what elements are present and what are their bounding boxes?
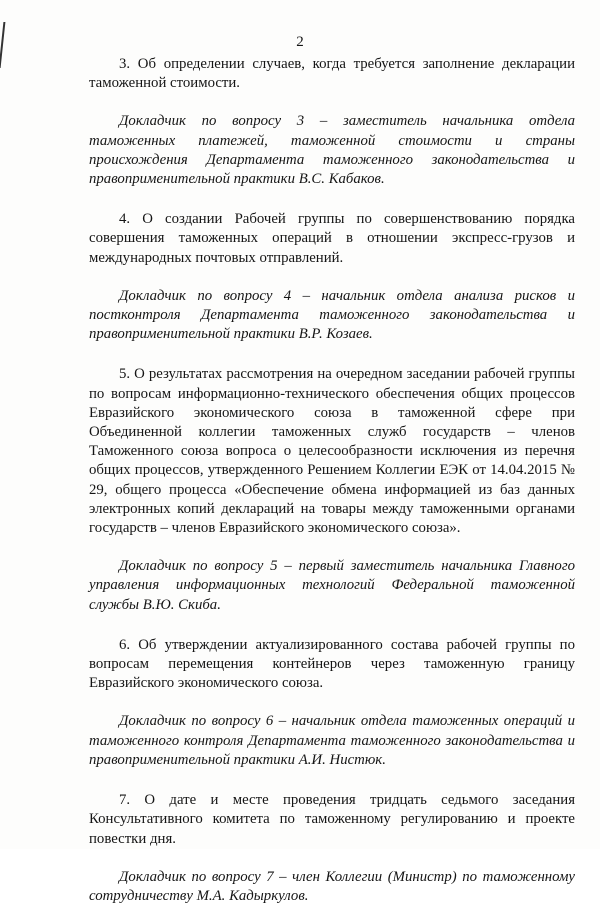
agenda-item-5-speaker: Докладчик по вопросу 5 – первый заместитель начальника Главного управления информационных технологий Федеральной таможенной службы В.Ю. Скиба.: [89, 558, 575, 613]
agenda-item-6-speaker: Докладчик по вопросу 6 – начальник отдела таможенных операций и таможенного контроля Департамента таможенного законодательства и правоприменительной практики А.И. Нистюк.: [89, 713, 575, 768]
agenda-item-5: 5. О результатах рассмотрения на очередном заседании рабочей группы по вопросам информационно-технического обеспечения общих процессов Евразийского экономического союза в таможенной сфере при Объединенной коллегии таможенных служб государств – членов Таможенного союза вопроса о целесообразности исключения из перечня общих процессов, утвержденного Решением Коллегии ЕЭК от 14.04.2015 № 29, общего процесса «Обеспечение обмена информацией из баз данных электронных копий деклараций на товары между таможенными органами государств – членов Евразийского экономического союза».: [89, 366, 575, 537]
agenda-item-7: 7. О дате и месте проведения тридцать седьмого заседания Консультативного комитета по таможенному регулированию и проекте повестки дня.: [89, 792, 575, 847]
agenda-item-4: 4. О создании Рабочей группы по совершенствованию порядка совершения таможенных операций в отношении экспресс-грузов и международных почтовых отправлений.: [89, 211, 575, 266]
agenda-item-6: 6. Об утверждении актуализированного состава рабочей группы по вопросам перемещения контейнеров через таможенную границу Евразийского экономического союза.: [89, 636, 575, 692]
agenda-item-7-speaker: Докладчик по вопросу 7 – член Коллегии (Министр) по таможенному сотрудничеству М.А. Кадыркулов.: [89, 868, 575, 904]
agenda-body: [89, 55, 575, 906]
page-number: 2: [296, 34, 304, 50]
agenda-item-3-speaker: Докладчик по вопросу 3 – заместитель начальника отдела таможенных платежей, таможенной стоимости и страны происхождения Департамента таможенного законодательства и правоприменительной практики В.С. Кабаков.: [89, 113, 575, 188]
agenda-item-3: 3. Об определении случаев, когда требуется заполнение декларации таможенной стоимости.: [89, 56, 575, 92]
agenda-item-4-speaker: Докладчик по вопросу 4 – начальник отдела анализа рисков и постконтроля Департамента таможенного законодательства и правоприменительной практики В.Р. Козаев.: [89, 287, 575, 343]
